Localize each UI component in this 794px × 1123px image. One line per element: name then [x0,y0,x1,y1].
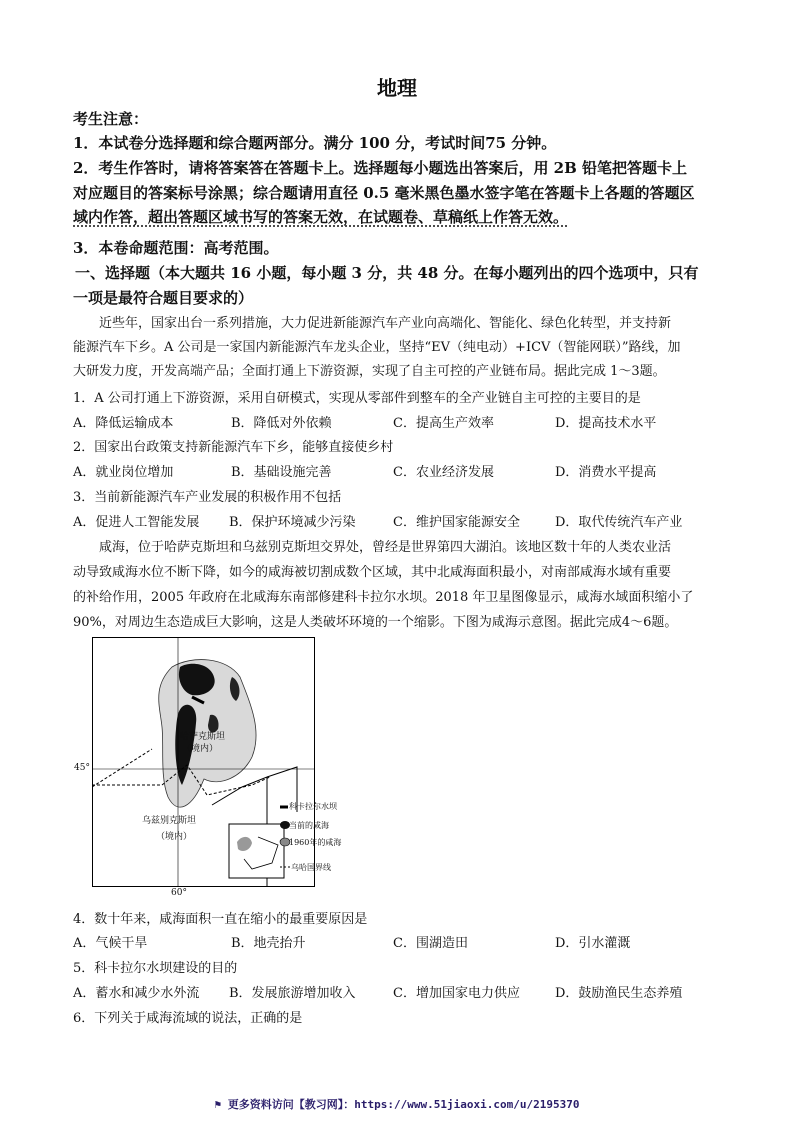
aral-sea-map [74,637,342,898]
footer-link[interactable] [0,1096,794,1112]
question-4-option-a: A．气候干旱 [73,936,148,951]
flag-icon: ⚑ [214,1098,228,1111]
notice-item-2-line-1: 2．考生作答时，请将答案答在答题卡上。选择题每小题选出答案后，用 2B 铅笔把答题卡上 [73,159,688,177]
legend-dam: 科卡拉尔水坝 [289,802,337,811]
map-label-uzbekistan: 乌兹别克斯坦 [142,816,197,826]
map-graphic [92,637,315,887]
question-1-option-a: A．降低运输成本 [73,416,174,431]
map-label-kazakhstan: 哈萨克斯坦 [180,732,226,742]
passage-1-line-3: 大研发力度，开发高端产品；全面打通上下游资源，实现了自主可控的产业链布局。据此完成 1～3题。 [73,364,666,379]
question-1-option-c: C．提高生产效率 [393,416,494,431]
legend-current-sea: 当前的咸海 [289,821,329,830]
question-3-option-a: A．促进人工智能发展 [73,515,200,530]
map-longitude-label: 60° [171,888,187,898]
question-2-option-d: D．消费水平提高 [555,465,657,480]
notice-item-2-line-2: 对应题目的答案标号涂黑；综合题请用直径 0.5 毫米黑色墨水签字笔在答题卡上各题的答题区 [73,184,695,202]
question-6-stem: 6．下列关于咸海流域的说法，正确的是 [73,1011,303,1026]
question-5-stem: 5．科卡拉尔水坝建设的目的 [73,961,238,976]
page-title: 地理 [377,76,417,100]
map-latitude-label: 45° [74,763,90,773]
question-1-option-b: B．降低对外依赖 [231,416,332,431]
question-5-option-a: A．蓄水和减少水外流 [73,986,200,1001]
question-4-option-b: B．地壳抬升 [231,936,306,951]
question-4-stem: 4．数十年来，咸海面积一直在缩小的最重要原因是 [73,912,368,927]
passage-2-line-3: 的补给作用，2005 年政府在北咸海东南部修建科卡拉尔水坝。2018 年卫星图像显示，咸海水域面积缩小了 [73,590,694,605]
passage-2-line-4: 90%，对周边生态造成巨大影响，这是人类破坏环境的一个缩影。下图为咸海示意图。据此完成4～6题。 [73,615,678,630]
map-label-kazakhstan-sub: （境内） [182,744,219,754]
question-4-option-c: C．围湖造田 [393,936,468,951]
question-1-stem: 1．A 公司打通上下游资源，采用自研模式，实现从零部件到整车的全产业链自主可控的主要目的是 [73,391,641,406]
passage-2-line-2: 动导致咸海水位不断下降，如今的咸海被切割成数个区域，其中北咸海面积最小，对南部咸海水域有重要 [73,565,672,580]
question-3-stem: 3．当前新能源汽车产业发展的积极作用不包括 [73,490,342,505]
section-heading-line-1: 一、选择题（本大题共 16 小题，每小题 3 分，共 48 分。在每小题列出的四个选项中，只有 [75,264,699,282]
passage-1-line-2: 能源汽车下乡。A 公司是一家国内新能源汽车龙头企业，坚持“EV（纯电动）+ICV（智能网联）”路线，加 [73,340,681,355]
section-heading-line-2: 一项是最符合题目要求的） [73,289,254,307]
question-5-option-b: B．发展旅游增加收入 [229,986,356,1001]
notice-item-3: 3．本卷命题范围：高考范围。 [73,239,279,257]
question-5-option-d: D．鼓励渔民生态养殖 [555,986,683,1001]
notice-item-1: 1．本试卷分选择题和综合题两部分。满分 100 分，考试时间75 分钟。 [73,134,557,152]
question-2-option-a: A．就业岗位增加 [73,465,174,480]
legend-1960-sea: 1960年的咸海 [289,838,342,847]
question-5-option-c: C．增加国家电力供应 [393,986,520,1001]
passage-1-line-1: 近些年，国家出台一系列措施，大力促进新能源汽车产业向高端化、智能化、绿色化转型，并支持新 [99,316,672,331]
notice-item-2-line-3: 域内作答，超出答题区域书写的答案无效，在试题卷、草稿纸上作答无效。 [73,208,569,226]
notice-heading: 考生注意： [73,110,149,128]
question-2-option-b: B．基础设施完善 [231,465,332,480]
question-1-option-d: D．提高技术水平 [555,416,657,431]
question-2-stem: 2．国家出台政策支持新能源汽车下乡，能够直接使乡村 [73,440,394,455]
question-3-option-d: D．取代传统汽车产业 [555,515,683,530]
map-label-uzbekistan-sub: （境内） [156,832,193,842]
question-3-option-b: B．保护环境减少污染 [229,515,356,530]
legend-border: 乌哈国界线 [291,863,331,872]
footer-text: 更多资料访问【教习网】：https://www.51jiaoxi.com/u/2195370 [227,1098,580,1111]
question-2-option-c: C．农业经济发展 [393,465,494,480]
question-3-option-c: C．维护国家能源安全 [393,515,520,530]
passage-2-line-1: 咸海，位于哈萨克斯坦和乌兹别克斯坦交界处，曾经是世界第四大湖泊。该地区数十年的人类农业活 [99,540,672,555]
question-4-option-d: D．引水灌溉 [555,936,631,951]
